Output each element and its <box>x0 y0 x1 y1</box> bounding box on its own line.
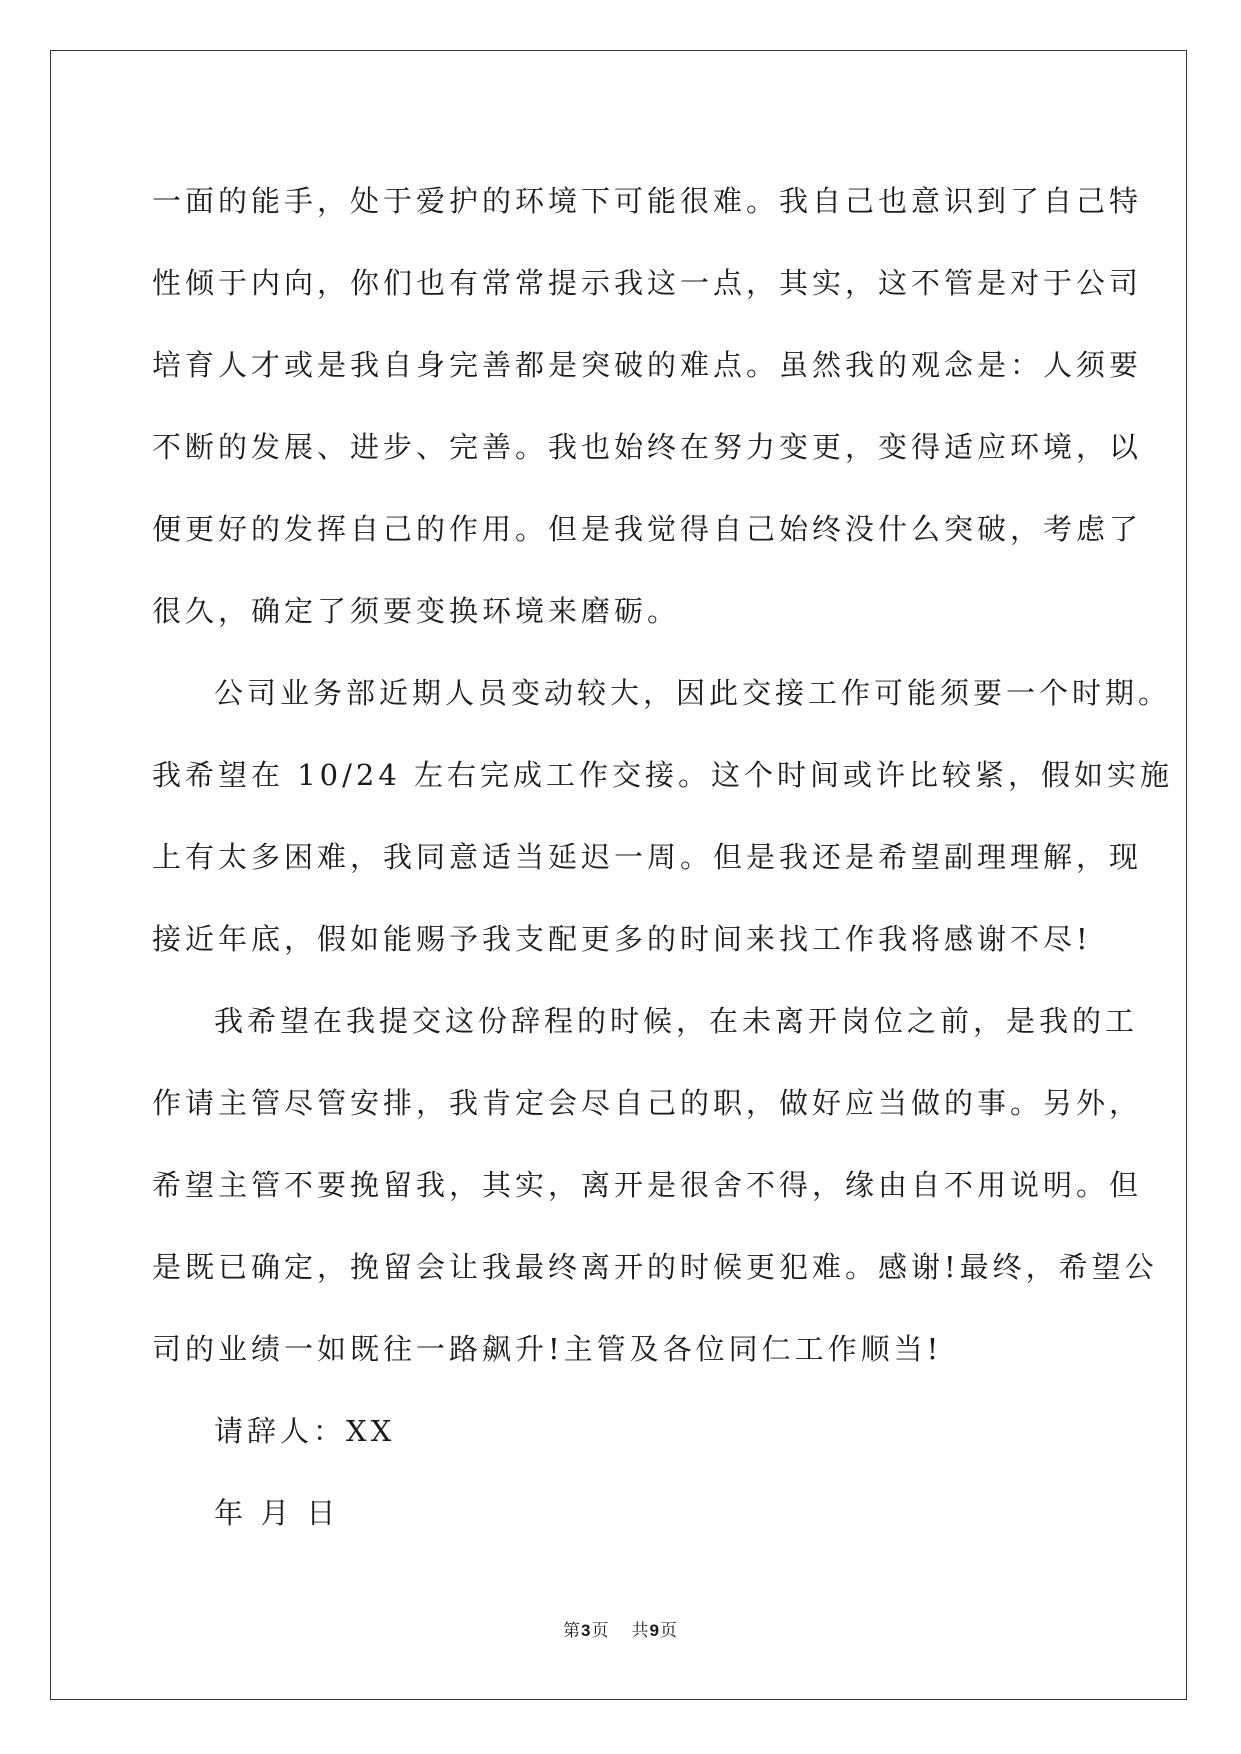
text-line: 希望主管不要挽留我，其实，离开是很舍不得，缘由自不用说明。但 <box>152 1168 1143 1202</box>
total-page-count: 9 <box>649 1621 660 1640</box>
text-line: 一面的能手，处于爱护的环境下可能很难。我自己也意识到了自己特 <box>152 184 1143 218</box>
text-line: 是既已确定，挽留会让我最终离开的时候更犯难。感谢!最终，希望公 <box>152 1250 1158 1284</box>
text-line: 上有太多困难，我同意适当延迟一周。但是我还是希望副理理解，现 <box>152 840 1143 874</box>
text-line: 公司业务部近期人员变动较大，因此交接工作可能须要一个时期。 <box>214 676 1172 710</box>
text-line: 接近年底，假如能赐予我支配更多的时间来找工作我将感谢不尽! <box>152 922 1092 956</box>
text-line: 不断的发展、进步、完善。我也始终在努力变更，变得适应环境，以 <box>152 430 1143 464</box>
text-line: 年 月 日 <box>214 1496 340 1530</box>
text-line: 我希望在我提交这份辞程的时候，在未离开岗位之前，是我的工 <box>214 1004 1139 1038</box>
text-line: 便更好的发挥自己的作用。但是我觉得自己始终没什么突破，考虑了 <box>152 512 1143 546</box>
current-page-number: 3 <box>581 1621 592 1640</box>
text-line: 请辞人：XX <box>214 1414 396 1448</box>
text-line: 作请主管尽管安排，我肯定会尽自己的职，做好应当做的事。另外， <box>152 1086 1143 1120</box>
footer-total-suffix: 页 <box>659 1621 678 1641</box>
text-line: 性倾于内向，你们也有常常提示我这一点，其实，这不管是对于公司 <box>152 266 1143 300</box>
footer-total-prefix: 共 <box>631 1621 650 1641</box>
text-line: 司的业绩一如既往一路飙升!主管及各位同仁工作顺当! <box>152 1332 943 1366</box>
text-line: 很久，确定了须要变换环境来磨砺。 <box>152 594 681 628</box>
footer-page-suffix: 页 <box>591 1621 610 1641</box>
text-line: 我希望在 10/24 左右完成工作交接。这个时间或许比较紧，假如实施 <box>152 758 1174 792</box>
footer-prefix: 第 <box>563 1621 582 1641</box>
document-body <box>152 160 1174 1554</box>
page-footer <box>0 1616 1241 1641</box>
text-line: 培育人才或是我自身完善都是突破的难点。虽然我的观念是：人须要 <box>152 348 1143 382</box>
